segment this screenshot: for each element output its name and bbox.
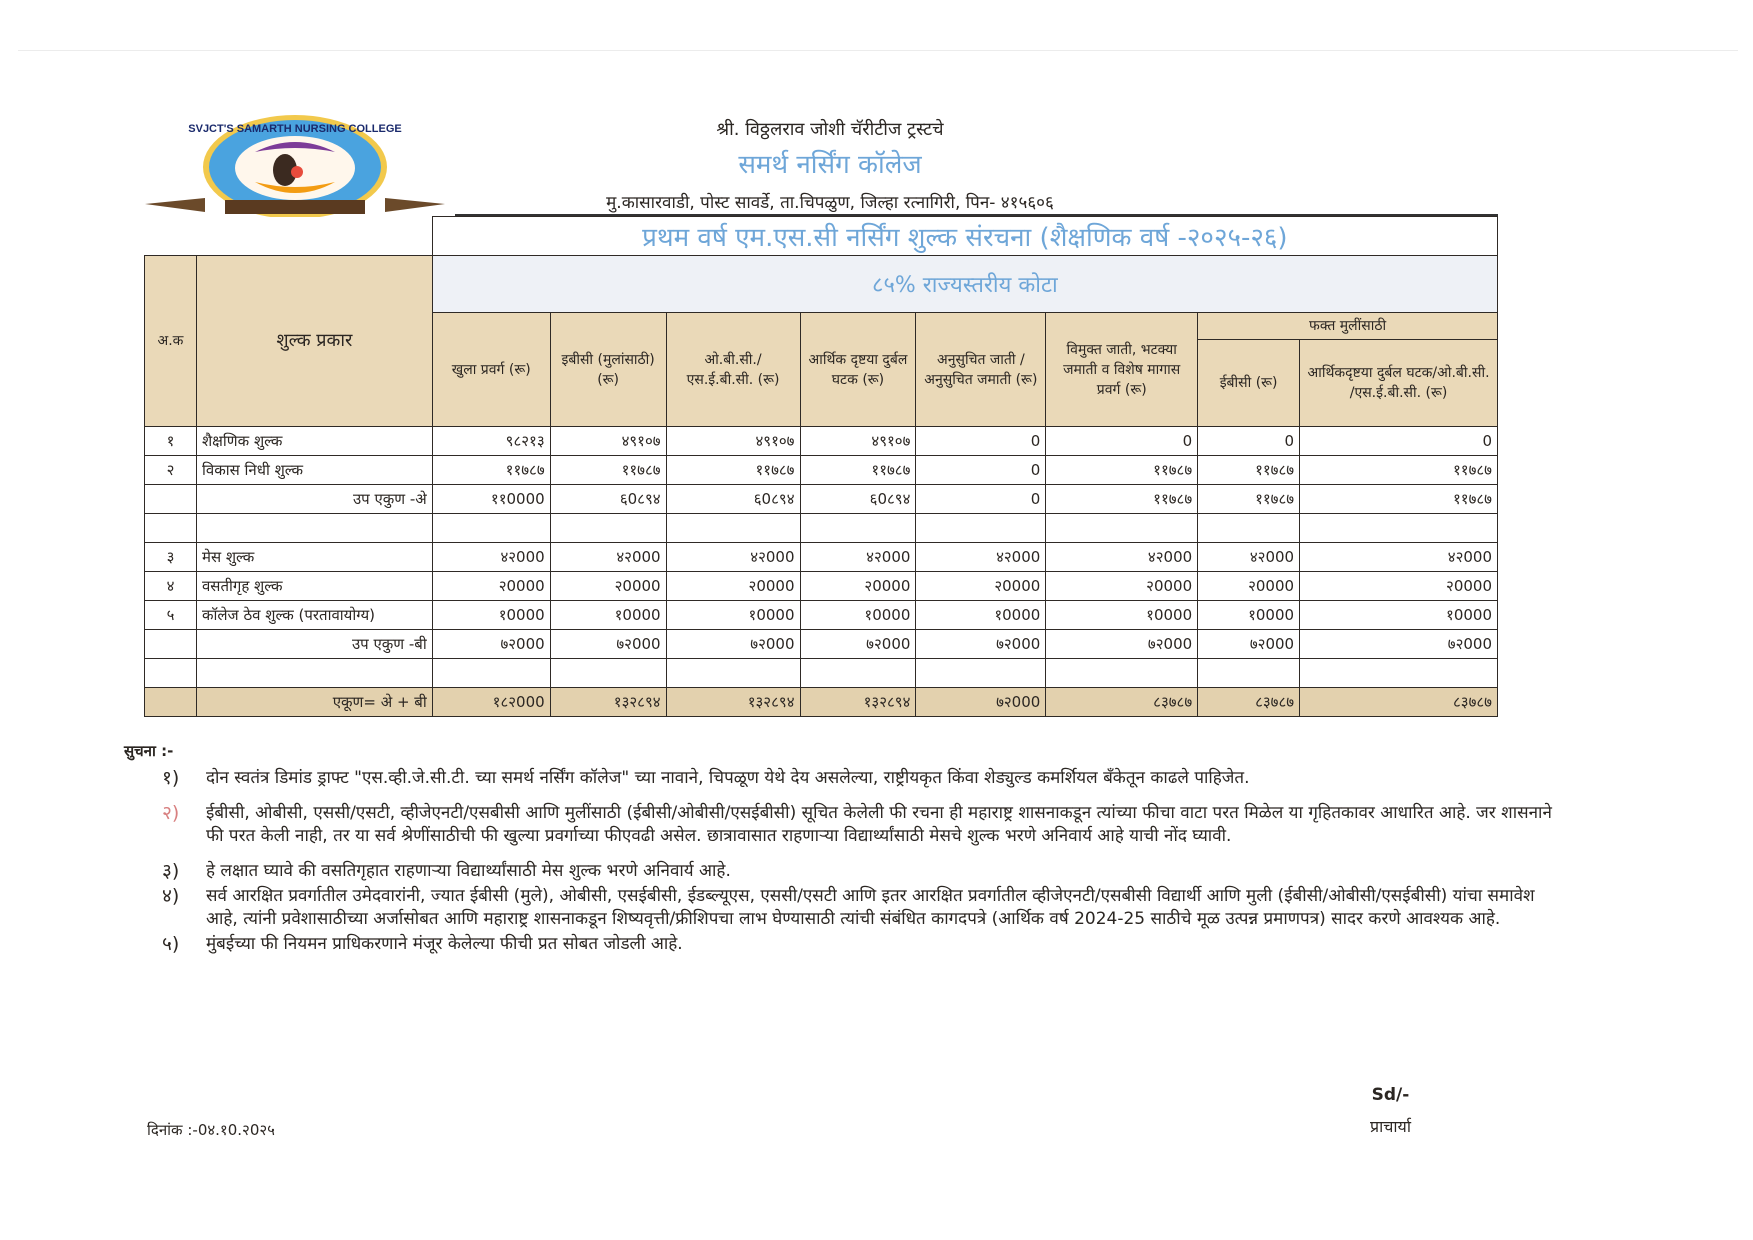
subtotal-row	[145, 485, 1498, 514]
col-header-open: खुला प्रवर्ग (रू)	[432, 313, 550, 427]
fee-cell: ११७८७	[432, 456, 550, 485]
fee-cell: ४२000	[550, 543, 666, 572]
fee-cell: ४२000	[800, 543, 916, 572]
notes-section	[124, 740, 1564, 968]
note-text: मुंबईच्या फी नियमन प्राधिकरणाने मंजूर केलेल्या फीची प्रत सोबत जोडली आहे.	[206, 934, 683, 954]
note-item	[162, 860, 1564, 883]
row-sr	[145, 688, 197, 717]
row-label: शैक्षणिक शुल्क	[196, 427, 432, 456]
fee-cell: १0000	[800, 601, 916, 630]
fee-cell: १३२८९४	[666, 688, 800, 717]
fee-cell: १0000	[666, 601, 800, 630]
table-row	[145, 601, 1498, 630]
fee-cell: २0000	[550, 572, 666, 601]
fee-cell: १३२८९४	[550, 688, 666, 717]
fee-cell: ७२000	[1046, 630, 1198, 659]
fee-cell: ११७८७	[666, 456, 800, 485]
fee-cell	[1198, 514, 1300, 543]
fee-cell: १0000	[1198, 601, 1300, 630]
row-sr	[145, 514, 197, 543]
college-name: समर्थ नर्सिंग कॉलेज	[738, 150, 922, 180]
fee-cell: ८३७८७	[1300, 688, 1498, 717]
designation: प्राचार्या	[1370, 1117, 1411, 1136]
fee-cell	[432, 514, 550, 543]
fee-cell: ४९१०७	[800, 427, 916, 456]
table-row	[145, 572, 1498, 601]
title-spacer	[145, 217, 433, 256]
fee-cell	[800, 659, 916, 688]
row-label: मेस शुल्क	[196, 543, 432, 572]
row-label: कॉलेज ठेव शुल्क (परतावायोग्य)	[196, 601, 432, 630]
col-header-ebc-girls: ईबीसी (रू)	[1198, 340, 1300, 427]
signature: Sd/-	[1371, 1085, 1410, 1105]
fee-cell	[1198, 659, 1300, 688]
fee-cell: 0	[1198, 427, 1300, 456]
fee-cell: ४२000	[432, 543, 550, 572]
note-number: ४)	[162, 885, 180, 907]
row-label: विकास निधी शुल्क	[196, 456, 432, 485]
col-header-ews: आर्थिक दृष्टया दुर्बल घटक (रू)	[800, 313, 916, 427]
fee-cell: २0000	[800, 572, 916, 601]
fee-cell: ११७८७	[1300, 456, 1498, 485]
note-text: ईबीसी, ओबीसी, एससी/एसटी, व्हीजेएनटी/एसबीसी आणि मुलींसाठी (ईबीसी/ओबीसी/एसईबीसी) सूचित केलेली फी रचना ही महाराष्ट्र शासनाकडून त्यांच्या फीचा वाटा परत मिळेल या गृहितकावर आधारित आहे. जर शासनाने फी परत केली नाही, तर या सर्व श्रेणींसाठीची फी खुल्या प्रवर्गाच्या फीएवढी असेल. छात्रावासात राहणाऱ्या विद्यार्थ्यांसाठी मेसचे शुल्क भरणे अनिवार्य आहे याची नोंद घ्यावी.	[206, 803, 1552, 846]
note-number: २)	[162, 802, 180, 824]
fee-cell: ७२000	[432, 630, 550, 659]
row-sr	[145, 630, 197, 659]
fee-cell: ७२000	[1300, 630, 1498, 659]
fee-cell: ७२000	[666, 630, 800, 659]
subtotal-row	[145, 630, 1498, 659]
fee-cell: ७२000	[916, 688, 1046, 717]
fee-cell: ४९१०७	[550, 427, 666, 456]
note-item	[162, 885, 1564, 931]
fee-cell: ११0000	[432, 485, 550, 514]
fee-cell	[432, 659, 550, 688]
fee-cell: ४२000	[1198, 543, 1300, 572]
fee-cell: ११७८७	[1198, 456, 1300, 485]
row-label: उप एकुण -अे	[196, 485, 432, 514]
college-logo	[145, 112, 445, 232]
row-sr: २	[145, 456, 197, 485]
fee-cell: ८३७८७	[1046, 688, 1198, 717]
note-text: सर्व आरक्षित प्रवर्गातील उमेदवारांनी, ज्यात ईबीसी (मुले), ओबीसी, एसईबीसी, ईडब्ल्यूएस, एससी/एसटी आणि इतर आरक्षित प्रवर्गातील व्हीजेएनटी/एसबीसी विद्यार्थी आणि मुली (ईबीसी/ओबीसी/एसईबीसी) यांचा समावेश आहे, त्यांनी प्रवेशासाठीच्या अर्जासोबत आणि महाराष्ट्र शासनाकडून शिष्यवृत्ती/फ्रीशिपचा लाभ घेण्यासाठी त्यांची संबंधित कागदपत्रे (आर्थिक वर्ष 2024-25 साठीचे मूळ उत्पन्न प्रमाणपत्र) सादर करणे आवश्यक आहे.	[206, 886, 1535, 929]
fee-cell: ७२000	[916, 630, 1046, 659]
fee-cell: २0000	[666, 572, 800, 601]
fee-cell: १0000	[432, 601, 550, 630]
fee-cell: २0000	[1198, 572, 1300, 601]
col-header-sc-st: अनुसुचित जाती / अनुसुचित जमाती (रू)	[916, 313, 1046, 427]
fee-cell: २0000	[432, 572, 550, 601]
notes-heading: सुचना :-	[124, 742, 174, 760]
fee-cell: १0000	[1300, 601, 1498, 630]
fee-cell: 0	[1300, 427, 1498, 456]
note-number: १)	[162, 767, 180, 789]
col-header-ews-obc-sebc-girls: आर्थिकदृष्टया दुर्बल घटक/ओ.बी.सी. /एस.ई.बी.सी. (रू)	[1300, 340, 1498, 427]
fee-cell: ६0८९४	[550, 485, 666, 514]
note-number: ३)	[162, 860, 180, 882]
fee-cell: १0000	[1046, 601, 1198, 630]
fee-cell	[1300, 659, 1498, 688]
fee-cell	[666, 514, 800, 543]
fee-cell: ७२000	[800, 630, 916, 659]
table-row	[145, 456, 1498, 485]
logo-ribbon-left	[145, 198, 205, 212]
fee-cell	[916, 659, 1046, 688]
fee-cell: ४९१०७	[666, 427, 800, 456]
fee-cell: ४२000	[916, 543, 1046, 572]
fee-cell	[1046, 659, 1198, 688]
fee-cell: ११७८७	[800, 456, 916, 485]
fee-cell: २0000	[916, 572, 1046, 601]
fee-cell: 0	[916, 456, 1046, 485]
row-sr	[145, 485, 197, 514]
row-sr	[145, 659, 197, 688]
fee-cell	[550, 514, 666, 543]
row-label: एकूण= अे + बी	[196, 688, 432, 717]
blank-row	[145, 659, 1498, 688]
fee-cell: १३२८९४	[800, 688, 916, 717]
note-item	[162, 802, 1564, 848]
fee-cell: 0	[1046, 427, 1198, 456]
col-group-girls-only: फक्त मुलींसाठी	[1198, 313, 1498, 340]
fee-cell: 0	[916, 485, 1046, 514]
fee-cell: १८२000	[432, 688, 550, 717]
note-number: ५)	[162, 933, 180, 955]
fee-cell: ८३७८७	[1198, 688, 1300, 717]
fee-cell: ४२000	[1300, 543, 1498, 572]
fee-cell: २0000	[1046, 572, 1198, 601]
fee-cell: ९८२१३	[432, 427, 550, 456]
fee-cell: १0000	[550, 601, 666, 630]
document-title: प्रथम वर्ष एम.एस.सी नर्सिंग शुल्क संरचना (शैक्षणिक वर्ष -२०२५-२६)	[432, 217, 1497, 256]
fee-cell: २0000	[1300, 572, 1498, 601]
quota-label: ८५% राज्यस्तरीय कोटा	[432, 256, 1497, 313]
note-item	[162, 933, 1564, 956]
row-label: उप एकुण -बी	[196, 630, 432, 659]
table-row	[145, 543, 1498, 572]
fee-cell	[1046, 514, 1198, 543]
col-header-vjnt-sbc: विमुक्त जाती, भटक्या जमाती व विशेष मागास प्रवर्ग (रू)	[1046, 313, 1198, 427]
fee-cell	[800, 514, 916, 543]
logo-ribbon-right	[385, 198, 445, 212]
signature-block	[1370, 1085, 1411, 1137]
logo-banner	[225, 200, 365, 214]
fee-cell: ११७८७	[1046, 485, 1198, 514]
fee-cell: ६0८९४	[800, 485, 916, 514]
row-label	[196, 659, 432, 688]
fee-cell: ७२000	[550, 630, 666, 659]
total-row	[145, 688, 1498, 717]
fee-cell: ११७८७	[1046, 456, 1198, 485]
row-sr: ४	[145, 572, 197, 601]
logo-text: SVJCT'S SAMARTH NURSING COLLEGE	[188, 123, 402, 135]
fee-cell: ६0८९४	[666, 485, 800, 514]
fee-cell	[916, 514, 1046, 543]
fee-cell: ४२000	[1046, 543, 1198, 572]
fee-cell: ४२000	[666, 543, 800, 572]
col-header-obc-sebc: ओ.बी.सी./ एस.ई.बी.सी. (रू)	[666, 313, 800, 427]
table-row	[145, 427, 1498, 456]
fee-cell	[550, 659, 666, 688]
college-address: मु.कासारवाडी, पोस्ट सावर्डे, ता.चिपळुण, जिल्हा रत्नागिरी, पिन- ४१५६०६	[606, 193, 1054, 213]
row-label: वसतीगृह शुल्क	[196, 572, 432, 601]
fee-cell: ७२000	[1198, 630, 1300, 659]
fee-cell: ११७८७	[1198, 485, 1300, 514]
fee-cell	[666, 659, 800, 688]
document-date: दिनांक :-0४.१0.२0२५	[147, 1121, 275, 1139]
note-text: दोन स्वतंत्र डिमांड ड्राफ्ट "एस.व्ही.जे.सी.टी. च्या समर्थ नर्सिंग कॉलेज" च्या नावाने, चिपळूण येथे देय असलेल्या, राष्ट्रीयकृत किंवा शेड्युल्ड कमर्शियल बँकेतून काढले पाहिजेत.	[206, 768, 1250, 788]
col-header-ebc-boys: इबीसी (मुलांसाठी) (रू)	[550, 313, 666, 427]
row-sr: ५	[145, 601, 197, 630]
blank-row	[145, 514, 1498, 543]
fee-cell: ११७८७	[550, 456, 666, 485]
row-label	[196, 514, 432, 543]
note-item	[162, 767, 1564, 790]
fee-cell	[1300, 514, 1498, 543]
row-sr: १	[145, 427, 197, 456]
note-text: हे लक्षात घ्यावे की वसतिगृहात राहणाऱ्या विद्यार्थ्यांसाठी मेस शुल्क भरणे अनिवार्य आहे.	[206, 861, 731, 881]
fee-cell: ११७८७	[1300, 485, 1498, 514]
trust-name: श्री. विठ्ठलराव जोशी चॅरीटीज ट्रस्टचे	[716, 119, 944, 140]
fee-structure-table	[144, 216, 1498, 717]
row-sr: ३	[145, 543, 197, 572]
fee-cell: 0	[916, 427, 1046, 456]
scan-edge-line	[18, 50, 1738, 51]
col-header-sr: अ.क	[145, 256, 197, 427]
col-header-fee-type: शुल्क प्रकार	[196, 256, 432, 427]
fee-cell: १0000	[916, 601, 1046, 630]
